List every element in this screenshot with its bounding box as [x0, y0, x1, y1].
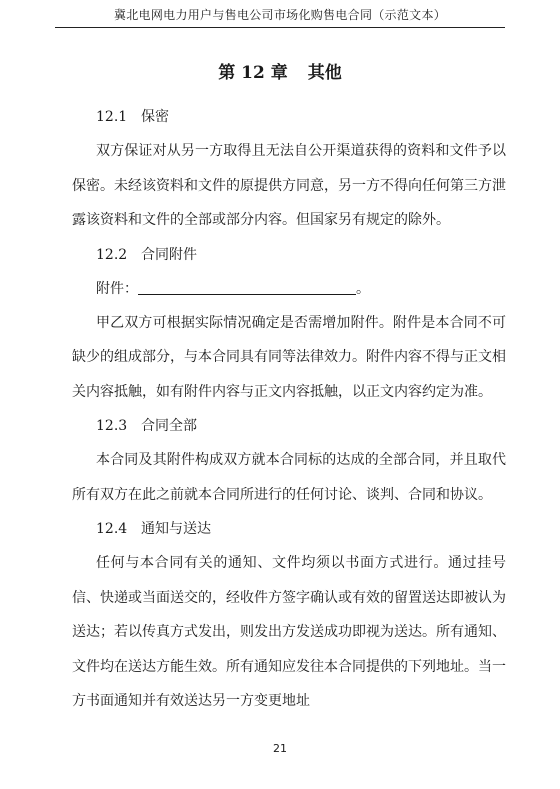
attachment-field-label: 附件：: [96, 280, 138, 297]
page-number: 21: [273, 742, 287, 755]
section-title: 合同全部: [141, 418, 197, 434]
chapter-number: 第 12 章: [218, 63, 288, 83]
section-number: 12.2: [96, 246, 128, 263]
section-number: 12.3: [96, 418, 128, 434]
section-title: 合同附件: [141, 246, 197, 263]
section-heading-attachments: [96, 238, 506, 272]
section-title: 通知与送达: [141, 521, 211, 537]
attachment-blank-line: [138, 278, 356, 295]
paragraph-attachments: 甲乙双方可根据实际情况确定是否需增加附件。附件是本合同不可缺少的组成部分，与本合同具有同等法律效力。附件内容不得与正文相关内容抵触，如有附件内容与正文内容抵触，以正文内容约定为准。: [72, 314, 506, 400]
chapter-name: 其他: [307, 63, 342, 83]
section-heading-confidentiality: [96, 100, 506, 134]
paragraph-notice: 任何与本合同有关的通知、文件均须以书面方式进行。通过挂号信、快递或当面送交的，经收件方签字确认或有效的留置送达即被认为送达；若以传真方式发出，则发出方发送成功即视为送达。所有通知、文件均在送达方能生效。所有通知应发往本合同提供的下列地址。当一方书面通知并有效送达另一方变更地址: [72, 555, 506, 709]
section-heading-entire-agreement: [96, 409, 506, 443]
attachment-field-row: [96, 272, 506, 306]
chapter-title: [0, 58, 560, 83]
section-heading-notice: [96, 512, 506, 546]
document-body: [72, 100, 506, 719]
section-number: 12.4: [96, 521, 128, 537]
section-title: 保密: [141, 109, 169, 125]
section-number: 12.1: [96, 109, 128, 125]
paragraph-confidentiality: 双方保证对从另一方取得且无法自公开渠道获得的资料和文件予以保密。未经该资料和文件的原提供方同意，另一方不得向任何第三方泄露该资料和文件的全部或部分内容。但国家另有规定的除外。: [72, 143, 506, 228]
paragraph-entire-agreement: 本合同及其附件构成双方就本合同标的达成的全部合同，并且取代所有双方在此之前就本合同所进行的任何讨论、谈判、合同和协议。: [72, 452, 506, 503]
attachment-field-end: 。: [356, 280, 370, 297]
document-header: 冀北电网电力用户与售电公司市场化购售电合同（示范文本）: [55, 6, 505, 28]
